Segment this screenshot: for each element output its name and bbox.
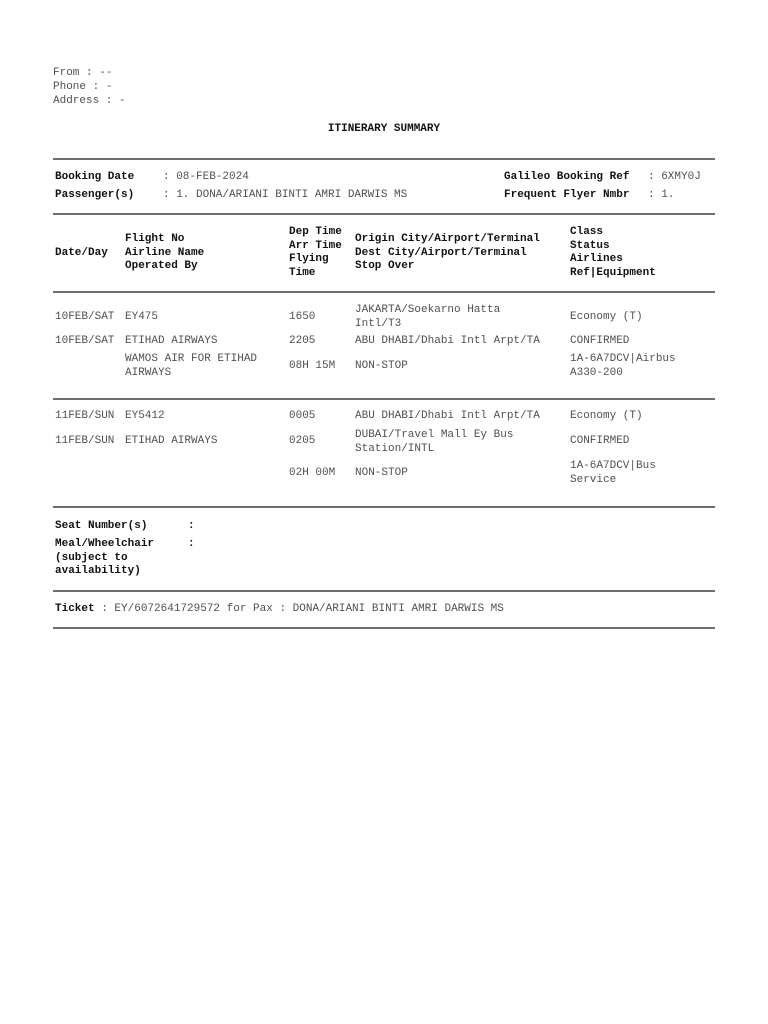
passenger-label: Passenger(s) [55,189,135,201]
operated-by-line: WAMOS AIR FOR ETIHAD [125,353,258,365]
operated-by-line: AIRWAYS [125,366,172,379]
meal-label-line: Meal/Wheelchair [55,538,155,550]
flying-time: 02H 00M [289,467,336,479]
from-line [53,67,112,81]
divider [53,627,715,629]
status: CONFIRMED [570,435,630,447]
seat-number-label: Seat Number(s) [55,520,148,532]
col-header-class-label: Class [570,226,604,238]
col-header-dest: Dest City/Airport/Terminal [355,246,527,259]
dep-date: 11FEB/SUN [55,410,115,422]
airline-name: ETIHAD AIRWAYS [125,335,218,347]
origin [355,304,500,331]
page-title: ITINERARY SUMMARY [327,123,441,135]
col-header-date-day: Date/Day [55,247,108,259]
origin-line: JAKARTA/Soekarno Hatta [355,304,501,316]
frequent-flyer-value: : 1. [648,189,675,201]
col-header-flying: Flying [289,253,329,265]
dep-time: 1650 [289,311,316,323]
ticket-text: : EY/6072641729572 for Pax : DONA/ARIANI BINTI AMRI DARWIS MS [101,603,504,615]
booking-date-value: : 08-FEB-2024 [163,171,249,183]
col-header-stop-over: Stop Over [355,260,415,272]
from-label: From : [53,67,93,79]
dep-date: 10FEB/SAT [55,311,115,323]
origin: ABU DHABI/Dhabi Intl Arpt/TA [355,410,540,422]
phone-label: Phone : [53,81,100,93]
stop-over: NON-STOP [355,360,408,372]
destination-line: Station/INTL [355,442,435,455]
origin-line: Intl/T3 [355,317,402,330]
from-value: -- [99,67,113,79]
divider [53,506,715,508]
passenger-value: : 1. DONA/ARIANI BINTI AMRI DARWIS MS [163,189,408,201]
operated-by [125,353,257,380]
divider [53,398,715,400]
arr-time: 0205 [289,435,316,447]
flight-no: EY5412 [125,410,165,422]
arr-time: 2205 [289,335,316,347]
arr-date: 10FEB/SAT [55,335,115,347]
frequent-flyer-label: Frequent Flyer Nmbr [504,189,630,201]
address-label: Address : [53,95,113,107]
meal-wheelchair-label [55,538,154,579]
ref-equipment-line: A330-200 [570,366,623,379]
col-header-time: Time [289,266,316,279]
divider [53,213,715,215]
col-header-arr-time: Arr Time [289,239,342,252]
meal-label-line: (subject to [55,551,128,564]
phone-value: - [105,81,113,93]
col-header-ref-equipment: Ref|Equipment [570,266,656,279]
col-header-operated-by: Operated By [125,260,198,272]
flying-time: 08H 15M [289,360,336,372]
meal-wheelchair-separator: : [188,538,195,550]
stop-over: NON-STOP [355,467,408,479]
flight-no: EY475 [125,311,159,323]
col-header-dep-time: Dep Time [289,226,342,238]
col-header-flight-no: Flight No [125,233,185,245]
destination: ABU DHABI/Dhabi Intl Arpt/TA [355,335,540,347]
arr-date: 11FEB/SUN [55,435,115,447]
ref-equipment-line: Service [570,473,617,486]
col-header-origin: Origin City/Airport/Terminal [355,233,540,245]
status: CONFIRMED [570,335,630,347]
address-value: - [119,95,126,107]
address-line [53,95,126,109]
class: Economy (T) [570,410,643,422]
divider [53,590,715,592]
destination-line: DUBAI/Travel Mall Ey Bus [355,429,514,441]
col-header-cities [355,233,540,274]
dep-time: 0005 [289,410,316,422]
seat-number-separator: : [188,520,195,532]
meal-label-line: availability) [55,565,141,577]
col-header-airlines: Airlines [570,253,623,265]
booking-ref-value: : 6XMY0J [648,171,701,183]
ticket-label: Ticket [55,603,95,615]
col-header-times [289,226,342,280]
ref-equipment-line: 1A-6A7DCV|Airbus [570,353,676,365]
ref-equipment-line: 1A-6A7DCV|Bus [570,460,656,472]
phone-line [53,81,112,95]
divider [53,291,715,293]
ref-equipment [570,460,656,487]
booking-ref-label: Galileo Booking Ref [504,171,630,183]
ref-equipment [570,353,676,380]
col-header-class [570,226,656,280]
destination [355,429,513,456]
col-header-status: Status [570,239,610,252]
ticket-line [55,603,504,617]
airline-name: ETIHAD AIRWAYS [125,435,218,447]
divider [53,158,715,160]
col-header-airline-name: Airline Name [125,246,205,259]
booking-date-label: Booking Date [55,171,135,183]
col-header-flight [125,233,204,274]
class: Economy (T) [570,311,643,323]
